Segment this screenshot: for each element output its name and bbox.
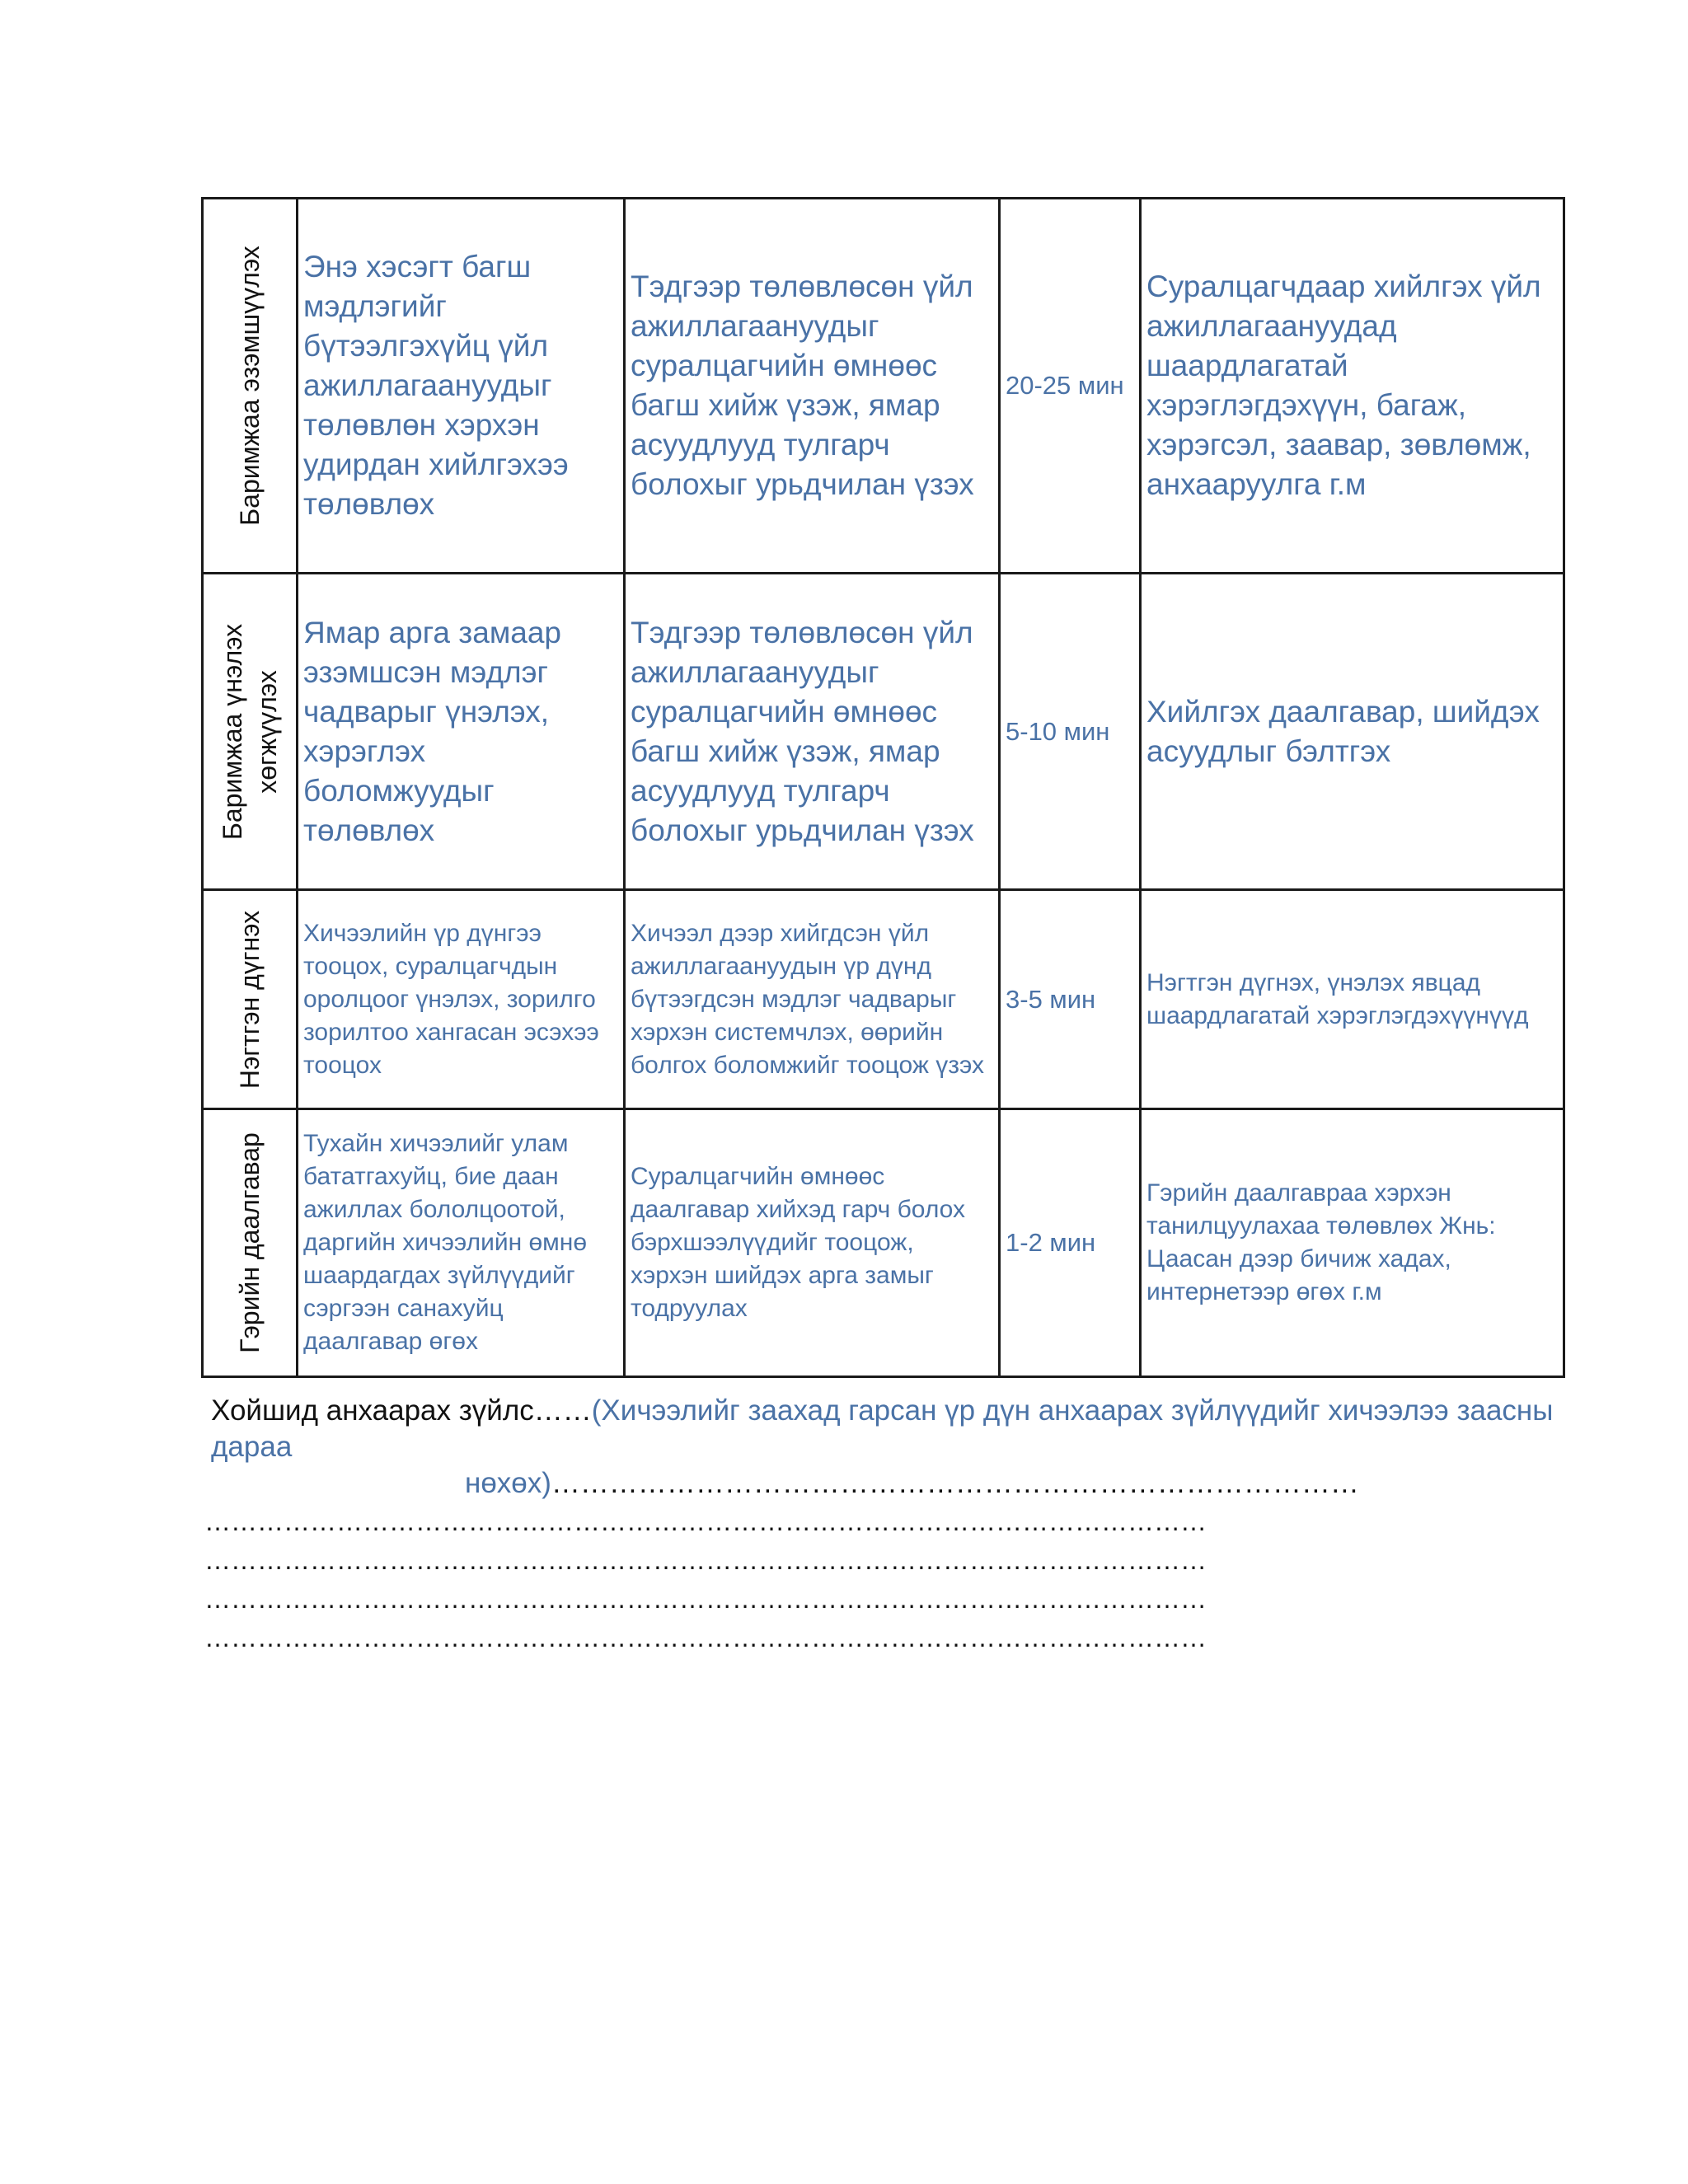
table-row (203, 1109, 1564, 1377)
resources-cell: Хийлгэх даалгавар, шийдэх асуудлыг бэлтгэх (1141, 574, 1564, 890)
stage-cell (203, 199, 298, 574)
notes-first-line (211, 1393, 1563, 1465)
notes-dot-line[interactable]: …………………………………………………………………………………………………… (204, 1545, 1207, 1575)
activity-cell: Суралцагчийн өмнөөс даалгавар хийхэд гарч болох бэрхшээлүүдийг тооцож, хэрхэн шийдэх арга замыг тодруулах (625, 1109, 1000, 1377)
stage-label: Баримжаа үнэлэх хөгжүүлэх (218, 623, 282, 840)
resources-cell: Гэрийн даалгавраа хэрхэн танилцуулахаа төлөвлөх Жнь: Цаасан дээр бичиж хадах, интернетээр өгөх г.м (1141, 1109, 1564, 1377)
lesson-plan-table (201, 197, 1565, 1378)
stage-cell (203, 574, 298, 890)
resources-cell: Нэгтгэн дүгнэх, үнэлэх явцад шаардлагатай хэрэглэгдэхүүнүүд (1141, 890, 1564, 1109)
notes-text-line1: (Хичээлийг заахад гарсан үр дүн анхаарах зүйлүүдийг хичээлээ заасны дараа (211, 1394, 1554, 1463)
activity-cell: Тэдгээр төлөвлөсөн үйл ажиллагаануудыг суралцагчийн өмнөөс багш хийж үзэж, ямар асуудлууд тулгарч болохыг урьдчилан үзэх (625, 199, 1000, 574)
time-cell: 1-2 мин (1000, 1109, 1141, 1377)
notes-second-line (211, 1465, 1563, 1502)
notes-dots-tail: ………………………………………………………………………… (551, 1467, 1359, 1499)
content-cell: Энэ хэсэгт багш мэдлэгийг бүтээлгэхүйц үйл ажиллагаануудыг төлөвлөн хэрхэн удирдан хийлгэхээ төлөвлөх (298, 199, 625, 574)
notes-section (211, 1393, 1563, 1502)
notes-dot-line[interactable]: …………………………………………………………………………………………………… (204, 1507, 1207, 1536)
stage-label: Нэгтгэн дүгнэх (235, 910, 265, 1089)
stage-label: Гэрийн даалгавар (235, 1132, 265, 1353)
stage-label: Баримжаа эзэмшүүлэх (235, 246, 265, 526)
stage-cell (203, 890, 298, 1109)
activity-cell: Хичээл дээр хийгдсэн үйл ажиллагаануудын үр дүнд бүтээгдсэн мэдлэг чадварыг хэрхэн системчлэх, өөрийн болгох боломжийг тооцож үзэх (625, 890, 1000, 1109)
time-cell: 5-10 мин (1000, 574, 1141, 890)
table-row (203, 574, 1564, 890)
content-cell: Тухайн хичээлийг улам бататгахуйц, бие даан ажиллах бололцоотой, даргийн хичээлийн өмнө шаардагдах зүйлүүдийг сэргээн санахуйц даалгавар өгөх (298, 1109, 625, 1377)
table-row (203, 890, 1564, 1109)
notes-dot-line[interactable]: …………………………………………………………………………………………………… (204, 1623, 1207, 1652)
time-cell: 3-5 мин (1000, 890, 1141, 1109)
activity-cell: Тэдгээр төлөвлөсөн үйл ажиллагаануудыг суралцагчийн өмнөөс багш хийж үзэж, ямар асуудлууд тулгарч болохыг урьдчилан үзэх (625, 574, 1000, 890)
content-cell: Ямар арга замаар эзэмшсэн мэдлэг чадварыг үнэлэх, хэрэглэх боломжуудыг төлөвлөх (298, 574, 625, 890)
resources-cell: Суралцагчдаар хийлгэх үйл ажиллагаануудад шаардлагатай хэрэглэгдэхүүн, багаж, хэрэгсэл, заавар, зөвлөмж, анхааруулга г.м (1141, 199, 1564, 574)
content-cell: Хичээлийн үр дүнгээ тооцох, суралцагчдын оролцоог үнэлэх, зорилго зорилтоо хангасан эсэхээ тооцох (298, 890, 625, 1109)
time-cell: 20-25 мин (1000, 199, 1141, 574)
notes-dot-line[interactable]: …………………………………………………………………………………………………… (204, 1584, 1207, 1614)
table-row (203, 199, 1564, 574)
stage-cell (203, 1109, 298, 1377)
notes-label: Хойшид анхаарах зүйлс…… (211, 1394, 592, 1427)
notes-text-line2: нөхөх) (465, 1467, 551, 1499)
